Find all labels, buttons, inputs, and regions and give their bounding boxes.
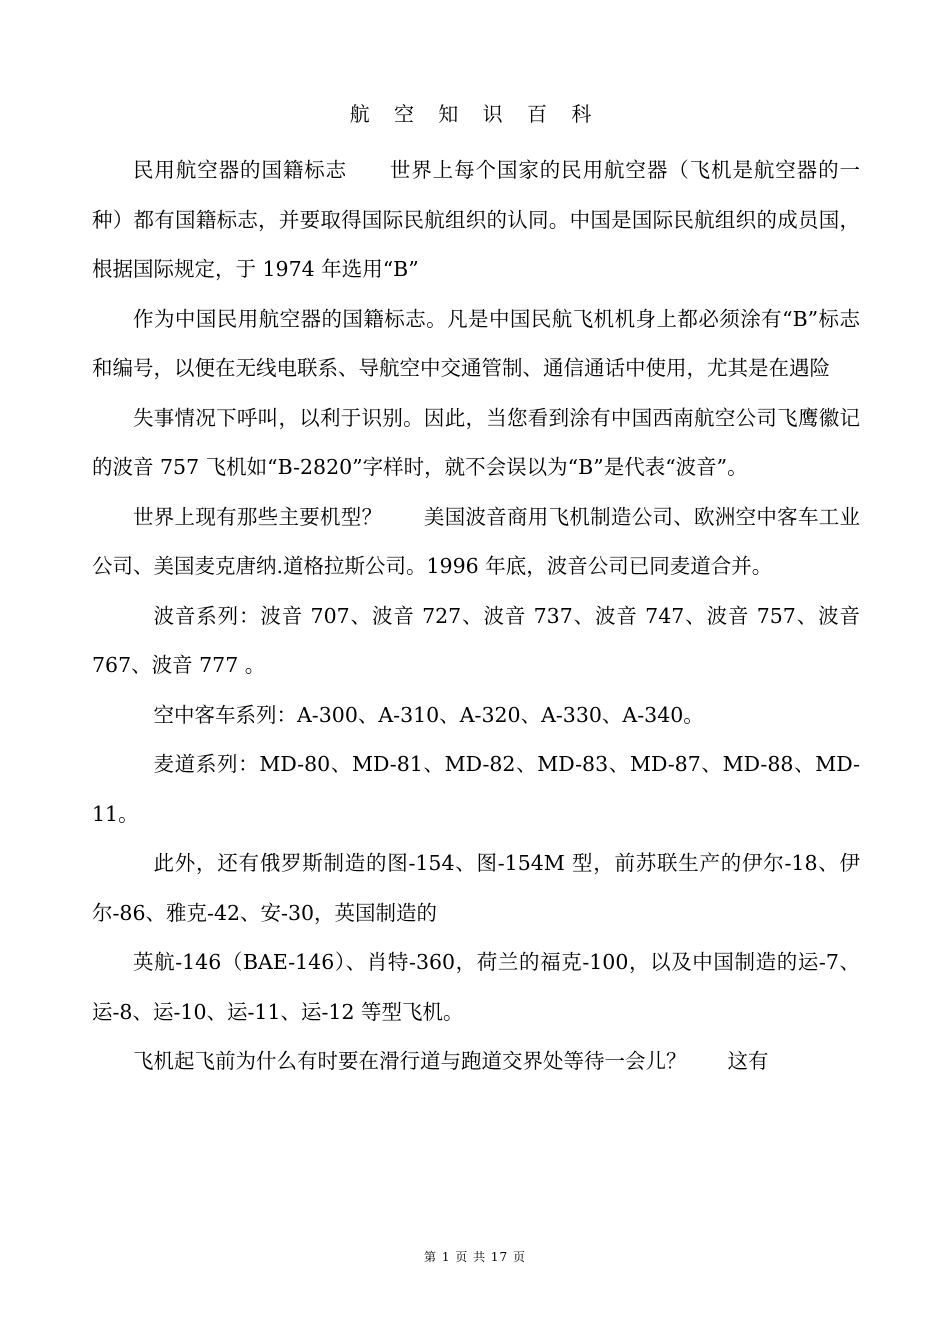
paragraph-nationality-mark: 民用航空器的国籍标志 世界上每个国家的民用航空器（飞机是航空器的一种）都有国籍标志，并要取得国际民航组织的认同。中国是国际民航组织的成员国，根据国际规定，于 1974 年选用“B” bbox=[92, 158, 860, 281]
paragraph-md-series: 麦道系列：MD-80、MD-81、MD-82、MD-83、MD-87、MD-88、MD-11。 bbox=[92, 752, 860, 826]
paragraph-takeoff-waiting: 飞机起飞前为什么有时要在滑行道与跑道交界处等待一会儿？ 这有 bbox=[133, 1049, 769, 1073]
document-title: 航 空 知 识 百 科 bbox=[349, 102, 601, 126]
paragraph-other-aircraft-continued: 英航-146（BAE-146）、肖特-360，荷兰的福克-100，以及中国制造的运-7、运-8、运-10、运-11、运-12 等型飞机。 bbox=[92, 950, 860, 1024]
document-body bbox=[92, 146, 860, 1087]
paragraph-other-aircraft: 此外，还有俄罗斯制造的图-154、图-154M 型，前苏联生产的伊尔-18、伊尔-86、雅克-42、安-30，英国制造的 bbox=[92, 851, 860, 925]
paragraph-b-mark-usage: 作为中国民用航空器的国籍标志。凡是中国民航飞机机身上都必须涂有“B”标志和编号，以便在无线电联系、导航空中交通管制、通信通话中使用，尤其是在遇险 bbox=[92, 306, 860, 380]
paragraph-airbus-series: 空中客车系列：A-300、A-310、A-320、A-330、A-340。 bbox=[153, 702, 704, 727]
paragraph-identification: 失事情况下呼叫，以利于识别。因此，当您看到涂有中国西南航空公司飞鹰徽记的波音 757 飞机如“B-2820”字样时，就不会误以为“B”是代表“波音”。 bbox=[92, 405, 860, 479]
paragraph-main-aircraft-types: 世界上现有那些主要机型？ 美国波音商用飞机制造公司、欧洲空中客车工业公司、美国麦克唐纳.道格拉斯公司。1996 年底，波音公司已同麦道合并。 bbox=[92, 504, 860, 578]
page-footer: 第 1 页 共 17 页 bbox=[424, 1250, 526, 1264]
paragraph-boeing-series: 波音系列：波音 707、波音 727、波音 737、波音 747、波音 757、波音 767、波音 777 。 bbox=[92, 603, 860, 677]
